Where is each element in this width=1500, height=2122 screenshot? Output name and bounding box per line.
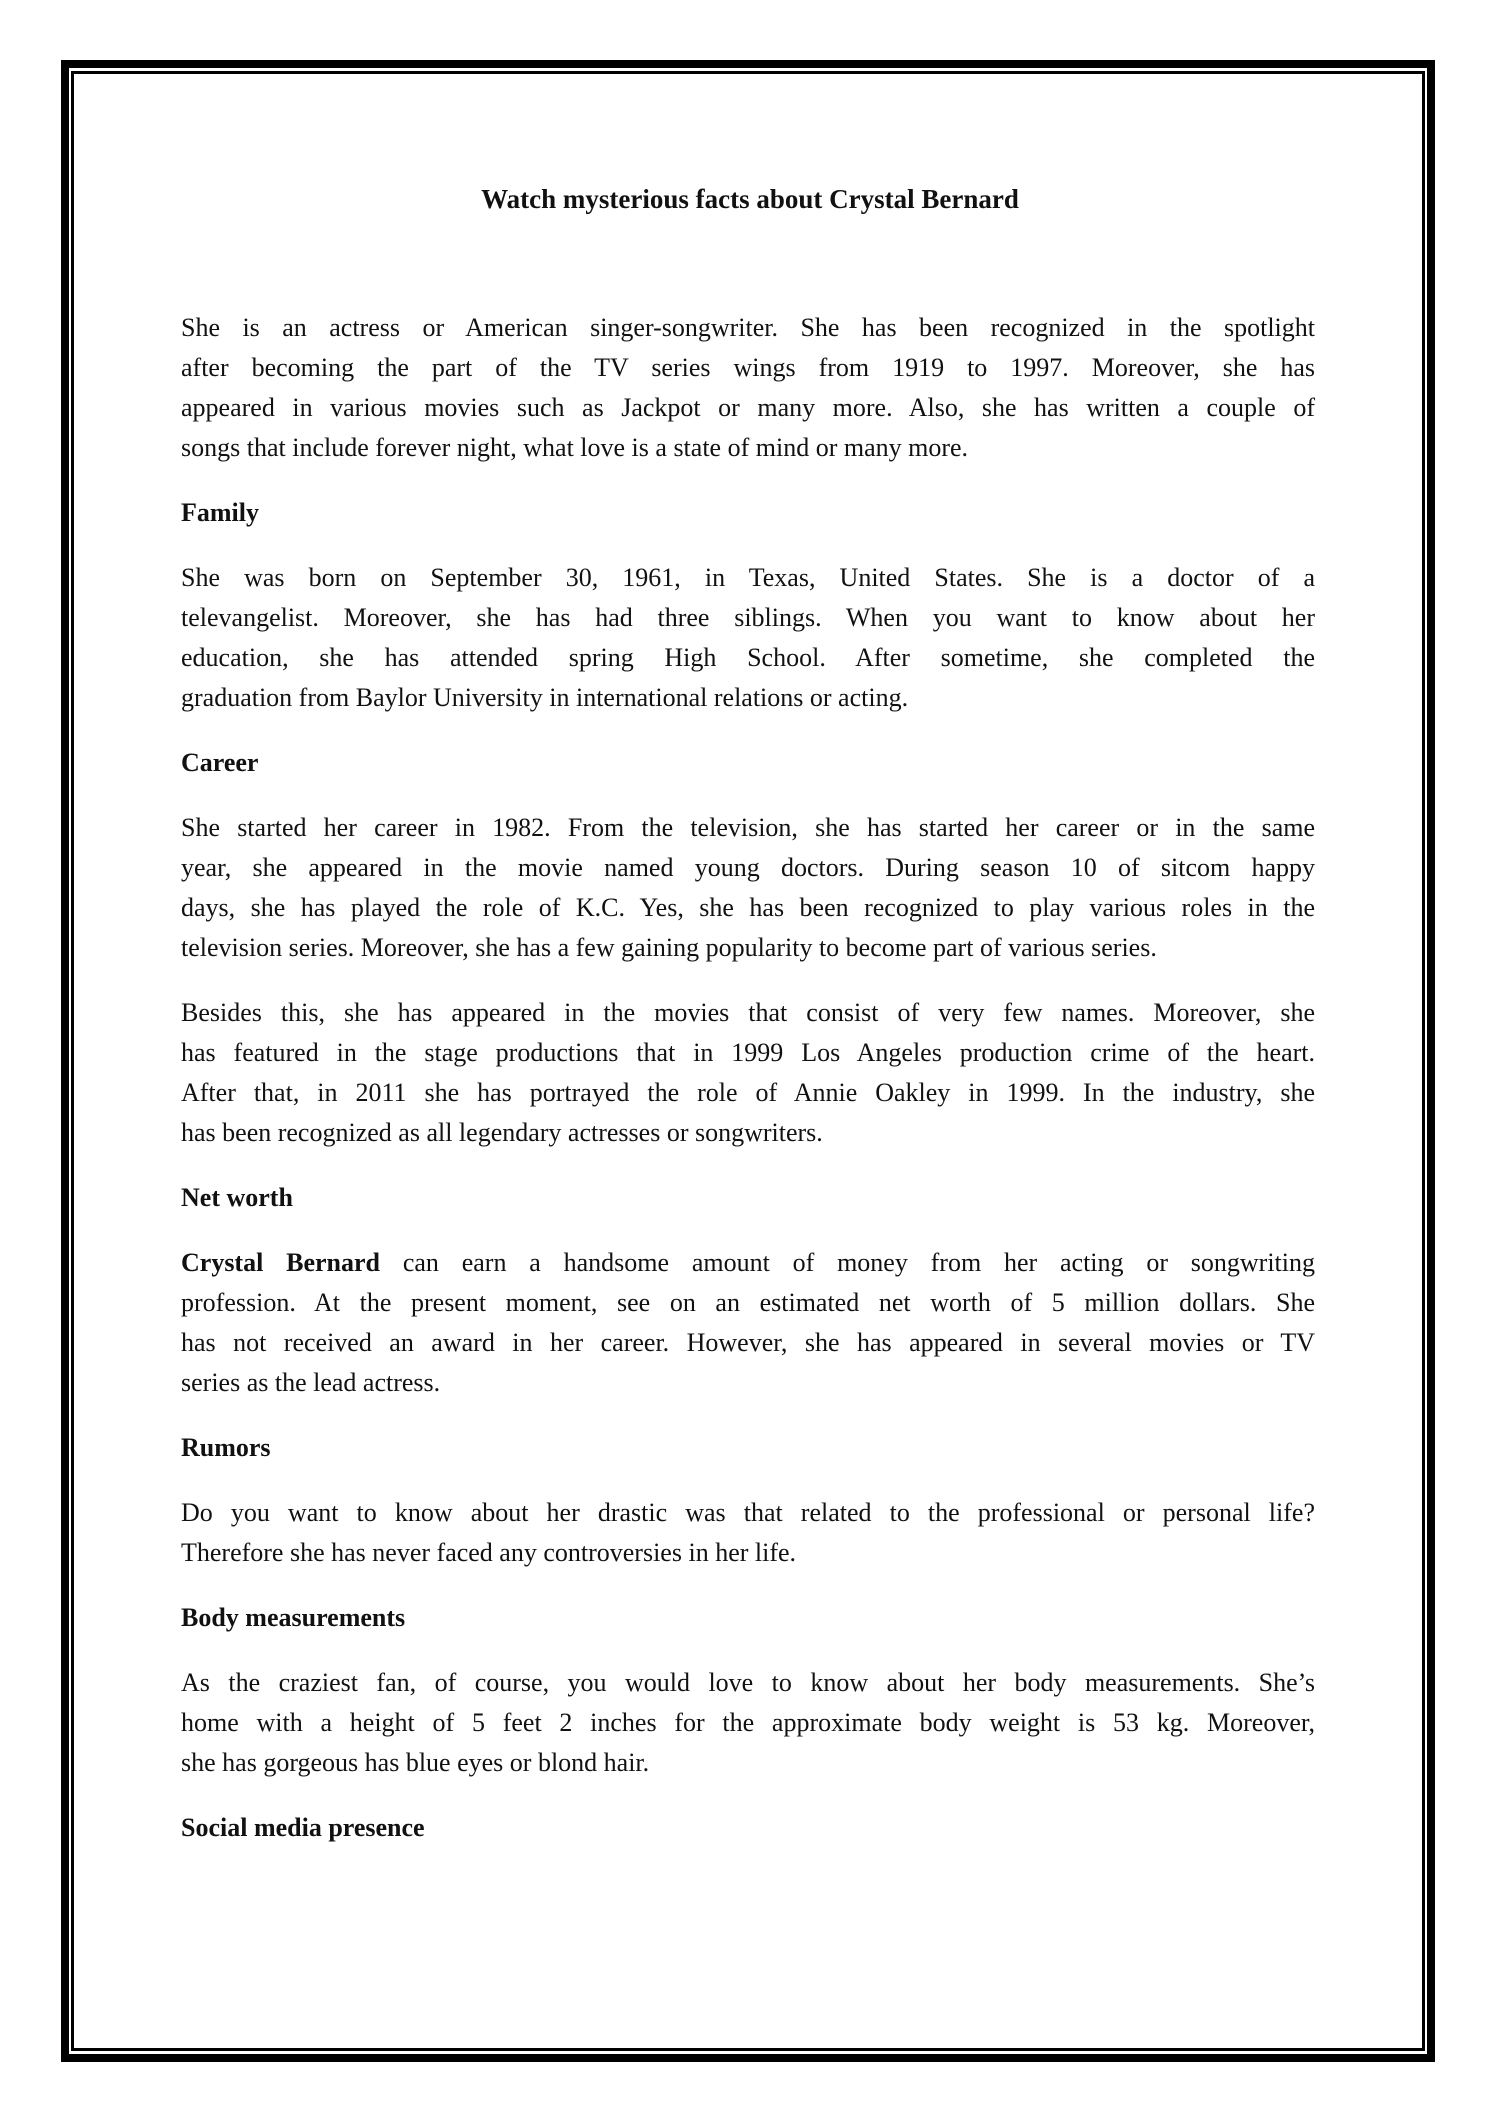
text-line: she has gorgeous has blue eyes or blond hair. (181, 1748, 650, 1777)
rumors-paragraph (181, 1493, 1315, 1573)
document-body (181, 308, 1315, 1873)
text-line: series as the lead actress. (181, 1368, 441, 1397)
text-line: year, she appeared in the movie named young doctors. During season 10 of sitcom happy (181, 853, 1315, 882)
heading-social-media: Social media presence (181, 1813, 425, 1842)
heading-rumors: Rumors (181, 1433, 271, 1462)
text-line: has been recognized as all legendary actresses or songwriters. (181, 1118, 823, 1147)
career-paragraph-2 (181, 993, 1315, 1153)
family-paragraph (181, 558, 1315, 718)
text-line: television series. Moreover, she has a few gaining popularity to become part of various series. (181, 933, 1157, 962)
text-line: She started her career in 1982. From the television, she has started her career or in the same (181, 813, 1315, 842)
text-line: after becoming the part of the TV series wings from 1919 to 1997. Moreover, she has (181, 353, 1315, 382)
body-measurements-paragraph (181, 1663, 1315, 1783)
heading-body-measurements: Body measurements (181, 1603, 406, 1632)
text-line: days, she has played the role of K.C. Yes, she has been recognized to play various roles in the (181, 893, 1315, 922)
text-line: Besides this, she has appeared in the movies that consist of very few names. Moreover, she (181, 998, 1315, 1027)
text-line: profession. At the present moment, see on an estimated net worth of 5 million dollars. She (181, 1288, 1315, 1317)
text-line: graduation from Baylor University in international relations or acting. (181, 683, 909, 712)
document-title: Watch mysterious facts about Crystal Bernard (481, 184, 1019, 214)
net-worth-paragraph (181, 1243, 1315, 1403)
heading-family: Family (181, 498, 259, 527)
intro-paragraph (181, 308, 1315, 468)
text-line: televangelist. Moreover, she has had three siblings. When you want to know about her (181, 603, 1315, 632)
heading-net-worth: Net worth (181, 1183, 293, 1212)
text-line: After that, in 2011 she has portrayed the role of Annie Oakley in 1999. In the industry, she (181, 1078, 1315, 1107)
text-line: has not received an award in her career. However, she has appeared in several movies or TV (181, 1328, 1315, 1357)
text-line: has featured in the stage productions that in 1999 Los Angeles production crime of the heart. (181, 1038, 1315, 1067)
career-paragraph-1 (181, 808, 1315, 968)
text-line: home with a height of 5 feet 2 inches for the approximate body weight is 53 kg. Moreover, (181, 1708, 1315, 1737)
text-line: Do you want to know about her drastic was that related to the professional or personal life? (181, 1498, 1315, 1527)
text-fragment: can earn a handsome amount of money from her acting or songwriting (380, 1248, 1316, 1277)
bold-name: Crystal Bernard (181, 1248, 381, 1277)
text-line: As the craziest fan, of course, you would love to know about her body measurements. She’s (181, 1668, 1315, 1697)
text-line: songs that include forever night, what love is a state of mind or many more. (181, 433, 969, 462)
text-line: She is an actress or American singer-songwriter. She has been recognized in the spotlight (181, 313, 1315, 342)
heading-career: Career (181, 748, 259, 777)
text-line: Therefore she has never faced any controversies in her life. (181, 1538, 797, 1567)
text-line (181, 1243, 1315, 1283)
text-line: appeared in various movies such as Jackpot or many more. Also, she has written a couple of (181, 393, 1315, 422)
text-line: education, she has attended spring High School. After sometime, she completed the (181, 643, 1315, 672)
text-line: She was born on September 30, 1961, in Texas, United States. She is a doctor of a (181, 563, 1315, 592)
